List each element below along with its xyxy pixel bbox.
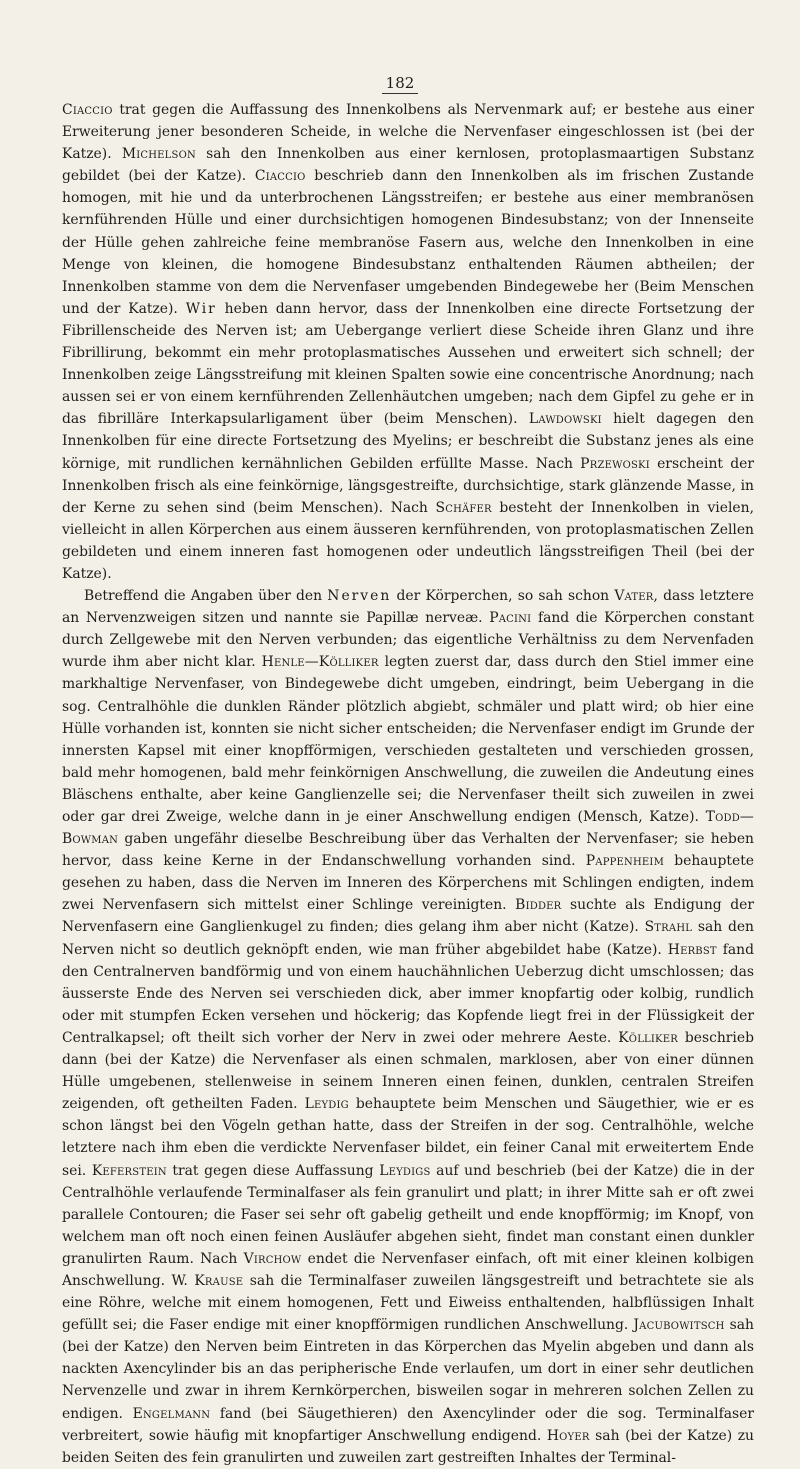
author-name: Henle—Kölliker bbox=[261, 654, 379, 671]
text-run: suchte als Endigung der Nervenfasern eine Ganglienkugel zu finden; dies gelang ihm aber nicht (Katze). bbox=[62, 897, 754, 936]
text-run: beschrieb dann (bei der Katze) die Nervenfaser als einen schmalen, marklosen, aber von einer dünnen Hülle umgebenen, stellenweise in seinem Inneren einen feinen, dunklen, centralen Streifen zeigenden, oft getheilten Faden. bbox=[62, 1029, 754, 1113]
text-run: sah (bei der Katze) zu beiden Seiten des fein granulirten und zuweilen zart gestreiften Inhaltes der Terminal- bbox=[62, 1427, 754, 1466]
text-run: endet die Nervenfaser einfach, oft mit einer kleinen kolbigen Anschwellung. W. bbox=[62, 1250, 754, 1289]
text-run: beschrieb dann den Innenkolben als im frischen Zustande homogen, mit hie und da unterbrochenen Längsstreifen; er bestehe aus einer membranösen kernführenden Hülle und einer durchsichtigen homogenen Bindesubstanz; von der Innenseite der Hülle gehen zahlreiche feine membranöse Fasern aus, welche den Innenkolben in eine Menge von kleinen, die homogene Bindesubstanz enthaltenden Räumen abtheilen; der Innenkolben stamme von dem die Nervenfaser umgebenden Bindegewebe her (Beim Menschen und der Katze). bbox=[62, 168, 754, 317]
author-name: Herbst bbox=[667, 941, 717, 958]
author-name: Michelson bbox=[121, 146, 196, 163]
text-run: fand den Centralnerven bandförmig und von einem hauchähnlichen Ueberzug dicht umschlossen; das äusserste Ende des Nerven sei verschieden dick, aber immer knopfartig oder kolbig, rundlich oder mit stumpfen Ecken versehen und höckerig; das Kopfende liegt frei in der Flüssigkeit der Centralkapsel; oft theilt sich vorher der Nerv in zwei oder mehrere Aeste. bbox=[62, 941, 754, 1046]
text-run: trat gegen diese Auffassung bbox=[166, 1162, 380, 1179]
text-run: sah den Innenkolben aus einer kernlosen, protoplasmaartigen Substanz gebildet (bei der Katze). bbox=[62, 146, 754, 185]
text-run: der Körperchen, so sah schon bbox=[391, 588, 615, 605]
text-run: behauptete beim Menschen und Säugethier, wie er es schon längst bei den Vögeln gethan hatte, dass der Streifen in der sog. Centralhöhle, welche letztere nach ihm eben die verdickte Nervenfaser bildet, ein feiner Canal mit erweitertem Ende sei. bbox=[62, 1096, 754, 1179]
text-run: trat gegen die Auffassung des Innenkolbens als Nervenmark auf; er bestehe aus einer Erweiterung jener besonderen Scheide, in welche die Nervenfaser eingeschlossen ist (bei der Katze). bbox=[62, 102, 754, 163]
author-name: Vater bbox=[614, 588, 654, 605]
text-run: erscheint der Innenkolben frisch als eine feinkörnige, längsgestreifte, durchsichtige, stark glänzende Masse, in der Kerne zu sehen sind (beim Menschen). Nach bbox=[62, 455, 754, 516]
emphasis-text: Nerven bbox=[327, 588, 392, 605]
text-run: heben dann hervor, dass der Innenkolben eine directe Fortsetzung der Fibrillenscheide des Nerven ist; am Uebergange verliert diese Scheide ihren Glanz und ihre Fibrillirung, bekommt ein mehr protoplasmatisches Aussehen und erweitert sich schnell; der Innenkolben zeige Längsstreifung mit kleinen Spalten sowie eine concentrische Anordnung; nach aussen sei er von einem kernführenden Zellenhäutchen umgeben; nach dem Gipfel zu gehe er in das fibrilläre Interkapsularligament über (beim Menschen). bbox=[62, 300, 754, 428]
paragraph bbox=[62, 585, 754, 1469]
text-run: sah die Terminalfaser zuweilen längsgestreift und betrachtete sie als eine Röhre, welche mit einem homogenen, Fett und Eiweiss enthaltenden, halbflüssigen Inhalt gefüllt sei; die Faser endige mit einer knopfförmigen rundlichen Anschwellung. bbox=[62, 1272, 754, 1334]
author-name: Ciaccio bbox=[254, 168, 306, 185]
author-name: Ciaccio bbox=[62, 102, 113, 118]
text-run: hielt dagegen den Innenkolben für eine directe Fortsetzung des Myelins; er beschreibt die Substanz jenes als eine körnige, mit rundlichen kernähnlichen Gebilden erfüllte Masse. Nach bbox=[62, 411, 754, 472]
text-run: sah (bei der Katze) den Nerven beim Eintreten in das Körperchen das Myelin abgeben und dann als nackten Axencylinder bis an das peripherische Ende verlaufen, um dort in einer sehr deutlichen Nervenzelle und zwar in ihrem Kernkörperchen, bisweilen sogar in mehreren solchen Zellen zu endigen. bbox=[62, 1317, 754, 1422]
text-run: fand die Körperchen constant durch Zellgewebe mit den Nerven verbunden; das eigentliche Verhältniss zu dem Nervenfaden wurde ihm aber nicht klar. bbox=[62, 610, 754, 671]
author-name: Hoyer bbox=[546, 1427, 590, 1444]
text-run: Betreffend die Angaben über den bbox=[84, 588, 328, 605]
author-name: Engelmann bbox=[132, 1405, 211, 1422]
author-name: Przewoski bbox=[580, 455, 650, 472]
author-name: Krause bbox=[194, 1272, 244, 1289]
author-name: Schäfer bbox=[435, 499, 492, 516]
author-name: Bidder bbox=[515, 897, 562, 914]
author-name: Pappenheim bbox=[585, 853, 665, 870]
text-run: legten zuerst dar, dass durch den Stiel immer eine markhaltige Nervenfaser, von Bindegewebe dicht umgeben, eindringt, beim Uebergang in die sog. Centralhöhle die dunklen Ränder plötzlich abgiebt, schmäler und platt wird; ob hier eine Hülle vorhanden ist, konnten sie nicht sicher entscheiden; die Nervenfaser endigt im Grunde der innersten Kapsel mit einer knopfförmigen, verschieden gestalteten und verschieden grossen, bald mehr homogenen, bald mehr feinkörnigen Anschwellung, die zuweilen die Andeutung eines Bläschens enthalte, aber keine Ganglienzelle sei; die Nervenfaser theilt sich zuweilen in zwei oder gar drei Zweige, welche dann in je einer Anschwellung endigen (Mensch, Katze). bbox=[62, 654, 754, 825]
author-name: Virchow bbox=[243, 1250, 302, 1267]
author-name: Pacini bbox=[489, 610, 532, 627]
author-name: Todd—Bowman bbox=[62, 809, 754, 848]
paragraph bbox=[62, 99, 754, 585]
text-run: gaben ungefähr dieselbe Beschreibung über das Verhalten der Nervenfaser; sie heben hervor, dass keine Kerne in der Endanschwellung vorhanden sind. bbox=[62, 831, 754, 870]
author-name: Lawdowski bbox=[528, 411, 602, 428]
author-name: Strahl bbox=[644, 919, 693, 936]
author-name: Leydig bbox=[304, 1096, 349, 1113]
author-name: Leydigs bbox=[379, 1162, 431, 1179]
text-run: fand (bei Säugethieren) den Axencylinder oder die sog. Terminalfaser verbreitert, sowie häufig mit knopfartiger Anschwellung endigend. bbox=[62, 1405, 755, 1444]
text-run: behauptete gesehen zu haben, dass die Nerven im Inneren des Körperchens mit Schlingen endigten, indem zwei Nervenfasern sich mittelst einer Schlinge vereinigten. bbox=[62, 853, 754, 914]
text-run: auf und beschrieb (bei der Katze) die in der Centralhöhle verlaufende Terminalfaser als fein granulirt und platt; in ihrer Mitte sah er oft zwei parallele Contouren; die Faser sei sehr oft gabelig getheilt und ende knopfförmig; im Knopf, von welchem man oft noch einen feinen Ausläufer abgehen sieht, findet man constant einen dunkler granulirten Raum. Nach bbox=[62, 1162, 755, 1267]
page-number bbox=[0, 74, 800, 94]
text-run: besteht der Innenkolben in vielen, vielleicht in allen Körperchen aus einem äusseren kernführenden, von protoplasmatischen Zellen gebildeten und einem inneren fast homogenen oder undeutlich längsstreifigen Theil (bei der Katze). bbox=[62, 499, 754, 582]
text-run: sah den Nerven nicht so deutlich geknöpft enden, wie man früher abgebildet habe (Katze). bbox=[62, 919, 754, 958]
author-name: Keferstein bbox=[91, 1162, 167, 1179]
body-text bbox=[62, 99, 754, 1469]
emphasis-text: Wir bbox=[185, 300, 217, 317]
text-run: , dass letztere an Nervenzweigen sitzen und nannte sie Papillæ nerveæ. bbox=[62, 588, 755, 627]
author-name: Kölliker bbox=[618, 1029, 678, 1046]
page-number-text: 182 bbox=[382, 74, 419, 94]
author-name: Jacubowitsch bbox=[633, 1317, 725, 1334]
